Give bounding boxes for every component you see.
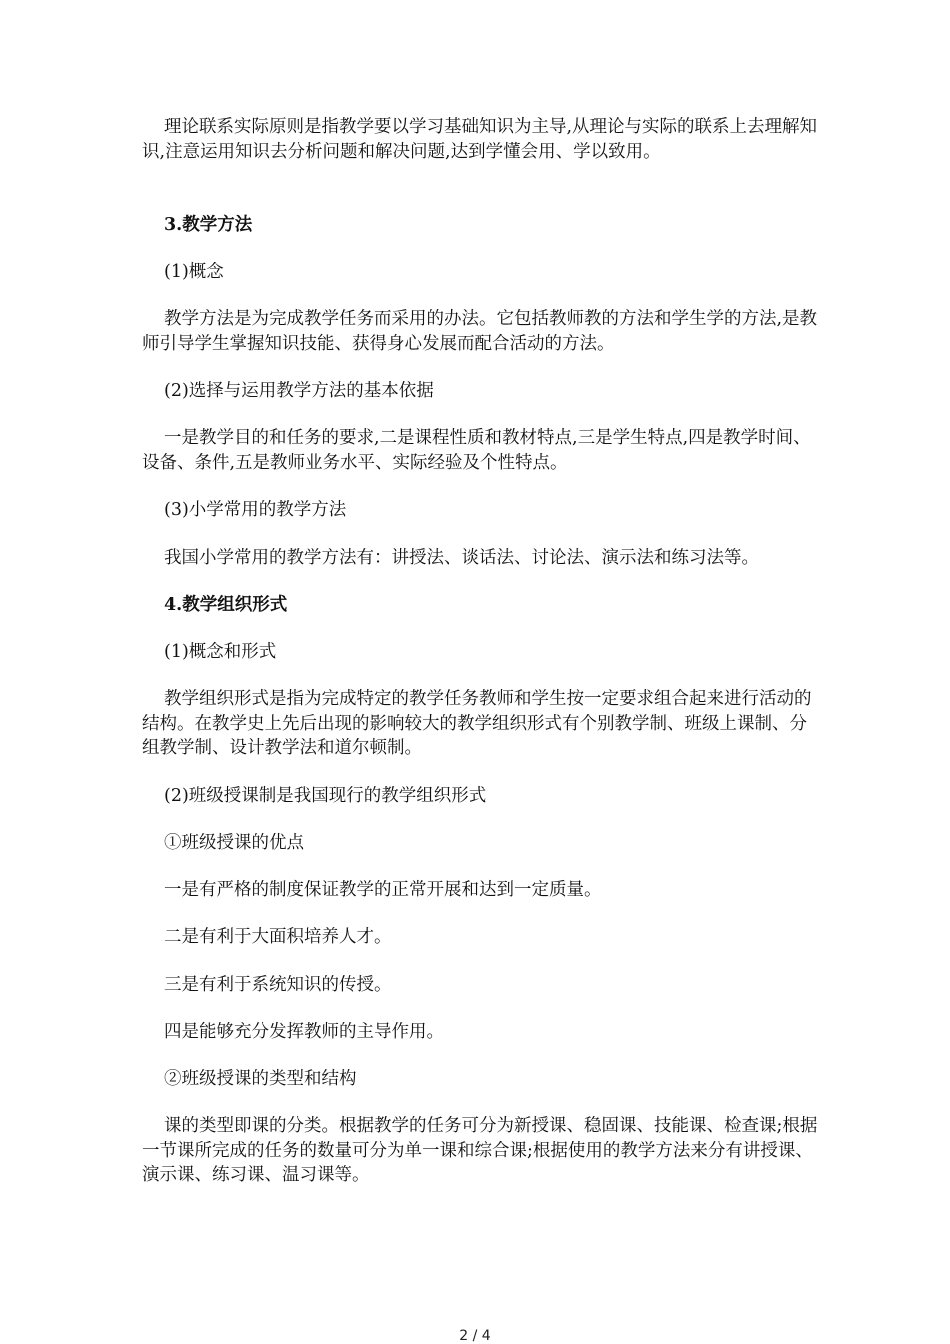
paragraph-advantage-two: 二是有利于大面积培养人才。 [164, 927, 392, 947]
page-number: 2 / 4 [459, 1328, 491, 1344]
paragraph-method-concept: 教学方法是为完成教学任务而采用的办法。它包括教师教的方法和学生学的方法,是教师引导学生掌握知识技能、获得身心发展而配合活动的方法。 [142, 309, 818, 354]
subheading-concept: (1)概念 [164, 262, 224, 282]
paragraph-common-methods: 我国小学常用的教学方法有：讲授法、谈话法、讨论法、演示法和练习法等。 [164, 548, 759, 568]
heading-teaching-methods: 3.教学方法 [164, 215, 253, 235]
paragraph-advantage-three: 三是有利于系统知识的传授。 [164, 975, 392, 995]
subheading-concept-and-forms: (1)概念和形式 [164, 642, 277, 662]
paragraph-advantage-one: 一是有严格的制度保证教学的正常开展和达到一定质量。 [164, 880, 602, 900]
subheading-method-basis: (2)选择与运用教学方法的基本依据 [164, 381, 434, 401]
paragraph-theory-practice: 理论联系实际原则是指教学要以学习基础知识为主导,从理论与实际的联系上去理解知识,注意运用知识去分析问题和解决问题,达到学懂会用、学以致用。 [142, 117, 818, 162]
subheading-advantages: ①班级授课的优点 [164, 833, 304, 853]
subheading-lesson-types: ②班级授课的类型和结构 [164, 1069, 357, 1089]
heading-organization-forms: 4.教学组织形式 [164, 595, 288, 615]
paragraph-method-basis: 一是教学目的和任务的要求,二是课程性质和教材特点,三是学生特点,四是教学时间、设备、条件,五是教师业务水平、实际经验及个性特点。 [142, 428, 811, 473]
subheading-class-teaching-system: (2)班级授课制是我国现行的教学组织形式 [164, 786, 487, 806]
paragraph-advantage-four: 四是能够充分发挥教师的主导作用。 [164, 1022, 444, 1042]
subheading-common-methods: (3)小学常用的教学方法 [164, 500, 347, 520]
paragraph-lesson-types: 课的类型即课的分类。根据教学的任务可分为新授课、稳固课、技能课、检查课;根据一节课所完成的任务的数量可分为单一课和综合课;根据使用的教学方法来分有讲授课、演示课、练习课、温习课等。 [142, 1116, 818, 1185]
paragraph-organization-forms: 教学组织形式是指为完成特定的教学任务教师和学生按一定要求组合起来进行活动的结构。在教学史上先后出现的影响较大的教学组织形式有个别教学制、班级上课制、分组教学制、设计教学法和道尔顿制。 [142, 689, 812, 758]
